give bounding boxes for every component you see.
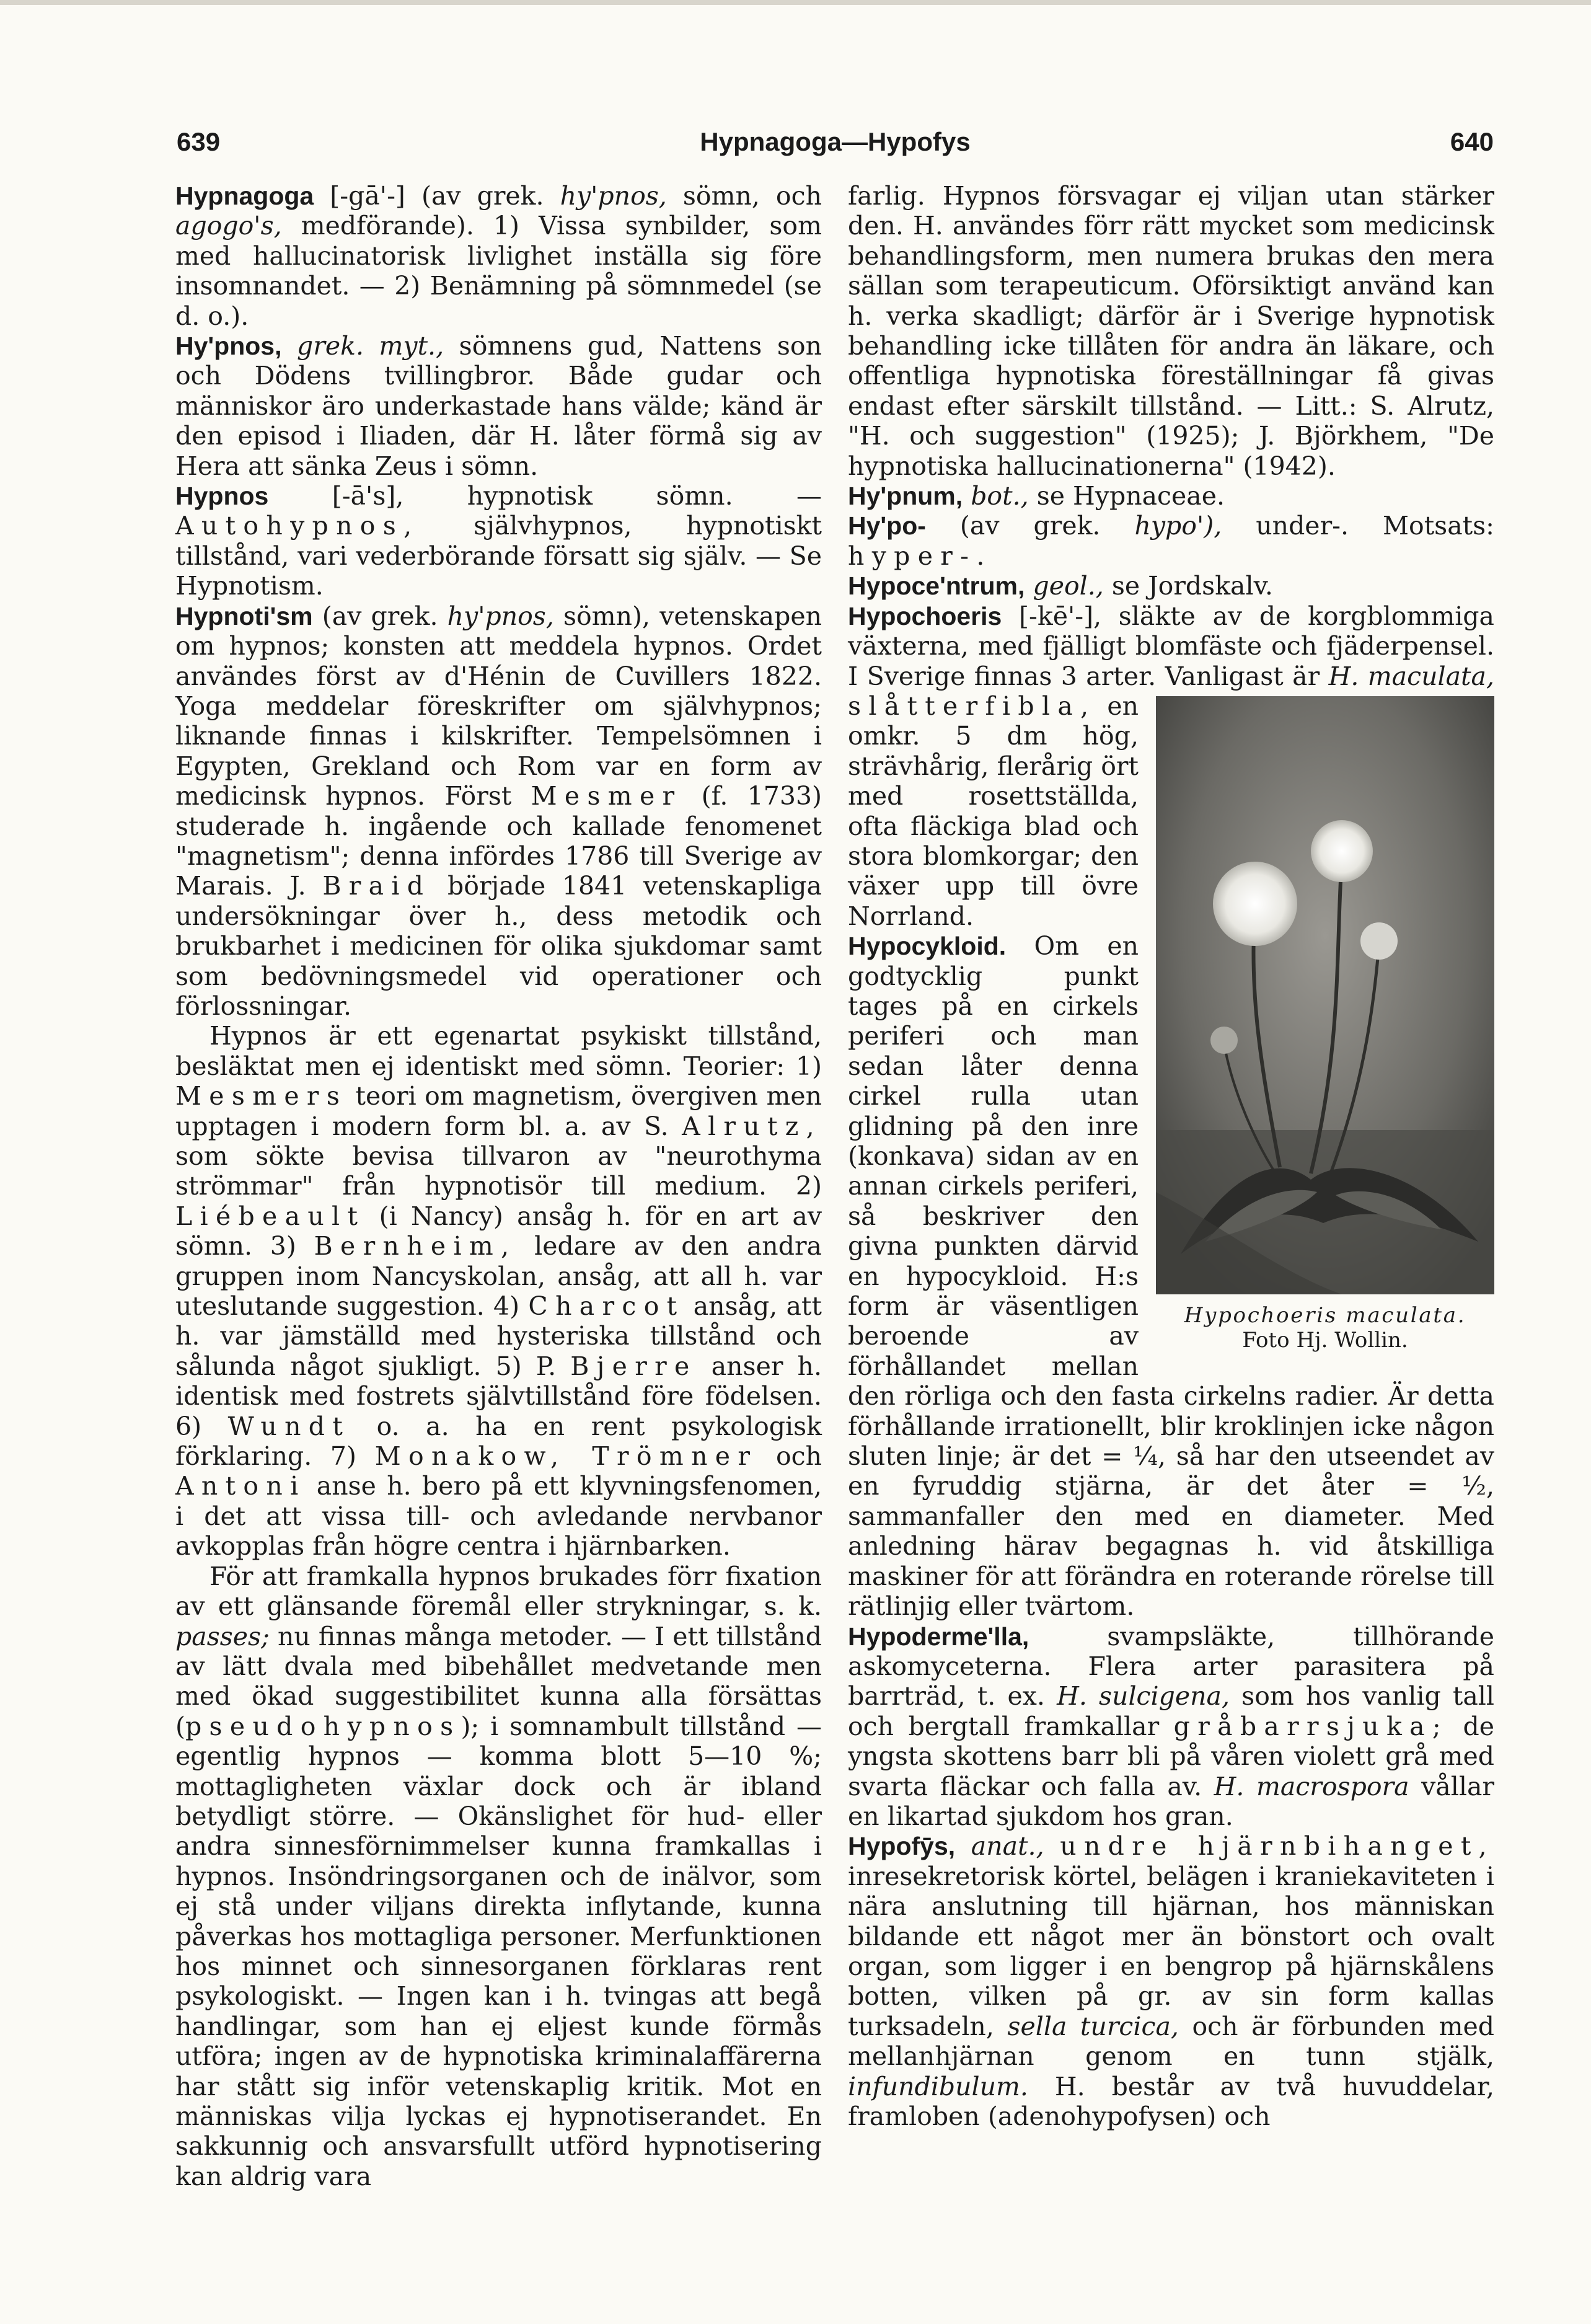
entry-text: ); i somnambult tillstånd — egentlig hypnos — komma blott 5—10 %; mottagligheten växlar dock och är ibland betydligt större. — Okänslighet för hud- eller andra sinnesförnimmelser kunna framkallas i hypnos. Insöndringsorganen och de inälvor, som ej stå under viljans direkta inflytande, kunna påverkas hos mottagliga personer. Merfunktionen hos minnet och sinnesorganen förklaras rent psykologiskt. — Ingen kan i h. tvingas att begå handlingar, som han ej eljest kunde förmås utföra; ingen av de hypnotiska kriminalaffärerna har stått sig inför vetenskaplig kritik. Mot en människas vilja lyckas ej hypnotiserandet. En sakkunnig och ansvarsfullt utförd hypnotisering kan aldrig vara (175, 1711, 822, 2191)
entry-text: ansåg, att h. var jämställd med hysteriska tillstånd och sålunda något sjukligt. 5) P. (175, 1291, 822, 1381)
spaced-term: Bernheim, (314, 1231, 517, 1261)
entry-text: [-gā'-] (av grek. (314, 181, 560, 211)
entry-text: självhypnos, hypnotiskt tillstånd, vari vederbörande försatt sig själv. — Se Hypnotism. (175, 511, 822, 601)
spaced-term: Charcot (528, 1291, 685, 1322)
headword: Hypoderme'lla, (848, 1622, 1029, 1651)
headword: Hypnoti'sm (175, 601, 313, 630)
entry-text: Om en godtycklig punkt tages på en cirkels periferi och man sedan låter denna cirkel rulla utan glidning på den inre (konkava) sidan av en annan cirkels periferi, så beskriver den givna punkten därvid en hypocykloid. H:s form är väsentligen beroende av förhållandet mellan den rörliga och den fasta cirkelns radier. Är detta förhållande irrationellt, blir kroklinjen icke någon sluten linje; är det = ¼, så har den utseendet av en fyruddig stjärna, är det åter = ½, sammanfaller den med en diameter. Med anledning härav begagnas h. vid åtskilliga maskiner för att förändra en roterande rörelse till rätlinjig eller tvärtom. (848, 931, 1494, 1622)
entry-text: sömn), vetenskapen om hypnos; konsten att meddela hypnos. Ordet användes först av d'Hénin de Cuvillers 1822. Yoga meddelar föreskrifter om självhypnos; liknande finnas i kilskrifter. Tempelsömnen i Egypten, Grekland och Rom var en form av medicinsk hypnos. Först (175, 601, 822, 811)
entry-text: se Hypnaceae. (1028, 481, 1225, 511)
entry-text: [-kē'-], släkte av de korgblommiga växterna, med fjälligt blomfäste och fjäderpensel. I Sverige finnas 3 arter. Vanligast är (848, 601, 1494, 691)
italic-term: sella turcica, (1007, 2011, 1179, 2041)
entry-hypofys (848, 1831, 1494, 2131)
running-title: Hypnagoga—Hypofys (700, 127, 971, 156)
headword: Hy'pnos, (175, 332, 282, 361)
spaced-term: Monakow, Trömner (374, 1441, 758, 1472)
entry-text: under-. Motsats: (1222, 511, 1494, 541)
italic-term: H. maculata, (1328, 661, 1494, 691)
running-header (177, 127, 1494, 164)
spaced-term: pseudohypnos (185, 1711, 461, 1741)
italic-term: infundibulum. (848, 2071, 1028, 2101)
entry-hypnos (175, 481, 822, 601)
entry-hypo (848, 511, 1494, 571)
spaced-term: Wundt (227, 1411, 351, 1441)
entry-text: (av grek. (925, 511, 1135, 541)
entry-text: o. a. ha en rent psykologisk förklaring. 7) (175, 1411, 822, 1472)
figure-hypochoeris (1156, 696, 1494, 1353)
headword: Hypofȳs, (848, 1832, 956, 1861)
italic-term: hypo'), (1134, 511, 1222, 541)
entry-text: de yngsta skottens barr bli på våren violett grå med svarta fläckar och falla av. (848, 1711, 1494, 1801)
headword: Hypnos (175, 482, 269, 511)
entry-text (1044, 1831, 1060, 1861)
entry-text: nu finnas många metoder. — I ett tillstånd av lätt dvala med bibehållet medvetande men med ökad suggestibilitet kunna alla försättas ( (175, 1621, 822, 1741)
italic-term: hy'pnos, (560, 181, 667, 211)
headword: Hypocykloid. (848, 932, 1007, 961)
entry-text: (i Nancy) ansåg h. för en art av sömn. 3) (175, 1201, 822, 1261)
italic-term: bot., (971, 481, 1029, 511)
caption-species: Hypochoeris maculata. (1184, 1302, 1466, 1328)
spaced-term: Braid (322, 871, 431, 901)
entry-text: teori om magnetism, övergiven men upptagen i modern form bl. a. av S. (175, 1081, 822, 1141)
italic-term: hy'pnos, (447, 601, 554, 631)
italic-term: geol., (1033, 571, 1104, 601)
caption-credit: Foto Hj. Wollin. (1242, 1327, 1408, 1353)
entry-text: inresekretorisk körtel, belägen i kraniekaviteten i nära anslutning till hjärnan, hos människan bildande ett något mer än bönstort och ovalt organ, som ligger i en bengrop på hjärnskålens botten, vilken på gr. av sin form kallas turksadeln, (848, 1861, 1494, 2041)
paragraph-methods (175, 1562, 822, 2192)
italic-term: passes; (175, 1621, 270, 1651)
headword: Hypnagoga (175, 182, 314, 210)
figure-caption (1156, 1303, 1494, 1353)
right-column (848, 181, 1494, 2165)
entry-text: För att framkalla hypnos brukades förr fixation av ett glänsande föremål eller strykningar, s. k. (175, 1561, 822, 1622)
spaced-term: Mesmer (531, 781, 682, 811)
entry-text: anser h. identisk med fostrets självtillstånd före födelsen. 6) (175, 1351, 822, 1441)
photo-hypochoeris-maculata (1156, 696, 1494, 1294)
entry-hypnagoga (175, 181, 822, 331)
spaced-term: Antoni (175, 1471, 306, 1501)
spaced-term: hyper-. (848, 541, 992, 571)
entry-text: som hos vanlig tall och bergtall framkallar (848, 1681, 1494, 1741)
entry-hypnos-myth (175, 331, 822, 481)
spaced-term: undre hjärnbihanget, (1060, 1831, 1494, 1862)
entry-text: [-ā's], hypnotisk sömn. — (268, 481, 822, 511)
entry-text: svampsläkte, tillhörande askomyceterna. Flera arter parasitera på barrträd, t. ex. (848, 1621, 1494, 1712)
entry-text: sömn, och (666, 181, 822, 211)
paragraph-continuation (848, 181, 1494, 481)
entry-text: och (757, 1441, 822, 1472)
entry-text: H. består av två huvuddelar, framloben (adenohypofysen) och (848, 2071, 1494, 2131)
spaced-term: Autohypnos, (175, 511, 420, 541)
entry-text: (f. 1733) studerade h. ingående och kallade fenomenet "magnetism"; denna infördes 1786 till Sverige av Marais. J. (175, 781, 822, 901)
spaced-term: Mesmers (175, 1081, 348, 1111)
entry-text: och är förbunden med mellanhjärnan genom en tunn stjälk, (848, 2011, 1495, 2072)
spaced-term: slåtterfibla, (848, 691, 1096, 721)
spaced-term: gråbarrsjuka; (1173, 1711, 1448, 1741)
entry-text: en omkr. 5 dm hög, strävhårig, flerårig ört med rosettställda, ofta fläckiga blad och stora blomkorgar; den växer upp till övre Norrland. (848, 691, 1139, 931)
headword: Hy'po- (848, 511, 926, 541)
entry-text: Hypnos är ett egenartat psykiskt tillstånd, besläktat men ej identiskt med sömn. Teorier: 1) (175, 1021, 822, 1081)
entry-text: se Jordskalv. (1103, 571, 1273, 601)
entry-text: medförande). 1) Vissa synbilder, som med hallucinatorisk livlighet inställa sig före insomnandet. — 2) Benämning på sömnmedel (se d. o.). (175, 211, 822, 331)
italic-term: H. macrospora (1214, 1771, 1409, 1801)
entry-text: ledare av den andra gruppen inom Nancyskolan, ansåg, att all h. var uteslutande suggestion. 4) (175, 1231, 822, 1322)
spaced-term: Liébeault (175, 1201, 366, 1231)
entry-text: sömnens gud, Nattens son och Dödens tvillingbror. Både gudar och människor äro underkastade hans välde; känd är den episod i Iliaden, där H. låter förmå sig av Hera att sänka Zeus i sömn. (175, 331, 822, 481)
spaced-term: Alrutz, (682, 1111, 822, 1141)
italic-term: agogo's, (175, 211, 282, 241)
entry-text: (av grek. (312, 601, 447, 631)
entry-text: farlig. Hypnos försvagar ej viljan utan stärker den. H. användes förr rätt mycket som medicinsk behandlingsform, men numera brukas den mera sällan som terapeuticum. Oförsiktigt använd kan h. verka skadligt; därför är i Sverige hypnotisk behandling icke tillåten för andra än läkare, och offentliga hypnotiska föreställningar få givas endast efter särskilt tillstånd. — Litt.: S. Alrutz, "H. och suggestion" (1925); J. Björkhem, "De hypnotiska hallucinationerna" (1942). (848, 181, 1494, 481)
headword: Hy'pnum, (848, 482, 963, 511)
page-number-left: 639 (177, 127, 221, 156)
left-column (175, 181, 822, 2191)
entry-text: började 1841 vetenskapliga undersökningar över h., dess metodik och brukbarhet i medicinen för olika sjukdomar samt som bedövningsmedel vid operationer och förlossningar. (175, 871, 822, 1021)
italic-term: grek. myt., (297, 331, 444, 361)
spaced-term: Bjerre (570, 1351, 697, 1381)
italic-term: H. sulcigena, (1057, 1681, 1230, 1712)
page-number-right: 640 (1450, 127, 1494, 156)
entry-text: vållar en likartad sjukdom hos gran. (848, 1771, 1494, 1831)
entry-hypocentrum (848, 571, 1494, 601)
top-edge-line (0, 0, 1591, 5)
italic-term: anat., (971, 1831, 1044, 1862)
entry-text: som sökte bevisa tillvaron av "neurothyma strömmar" från hypnotisör till medium. 2) (175, 1141, 822, 1201)
entry-text: anse h. bero på ett klyvningsfenomen, i det att vissa till- och avledande nervbanor avkopplas från högre centra i hjärnbarken. (175, 1471, 822, 1562)
entry-hypnotism (175, 601, 822, 1022)
headword: Hypochoeris (848, 601, 1002, 630)
paragraph-theories (175, 1021, 822, 1561)
entry-hypodermella (848, 1622, 1494, 1832)
entry-hypnum (848, 481, 1494, 511)
headword: Hypoce'ntrum, (848, 572, 1025, 601)
